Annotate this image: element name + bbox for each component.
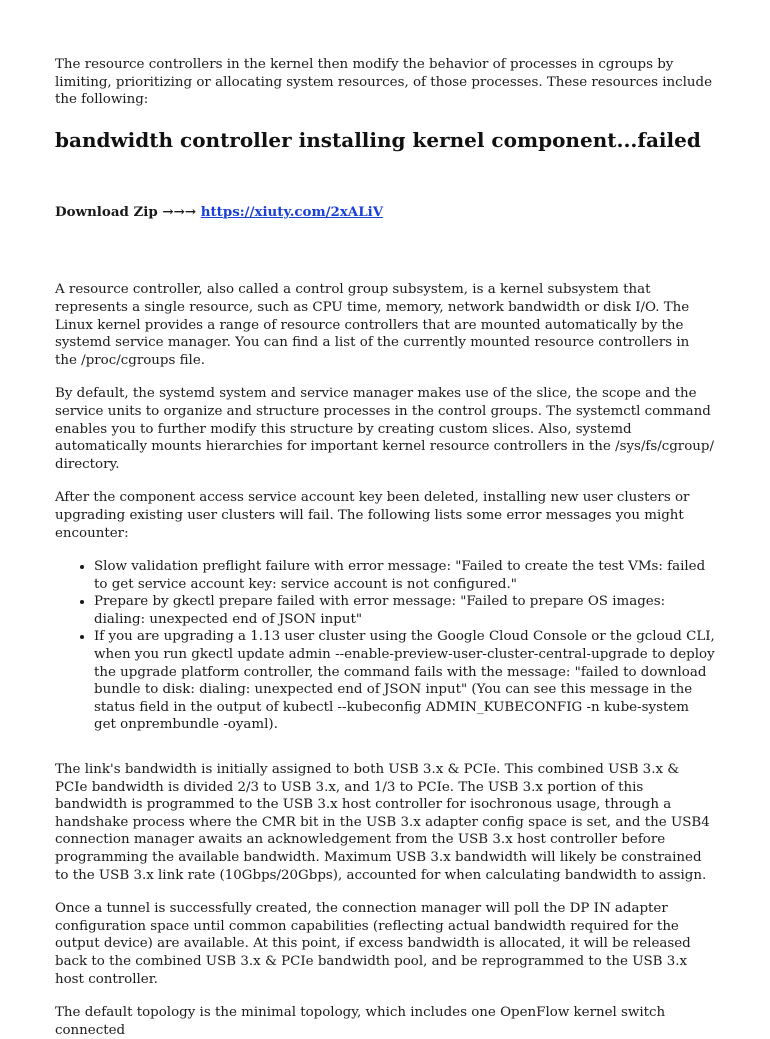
list-item: • Prepare by gkectl prepare failed with error message: "Failed to prepare OS images: dialing: unexpected end of JSON input"	[94, 593, 715, 628]
body-paragraph-1: A resource controller, also called a control group subsystem, is a kernel subsystem that represents a single resource, such as CPU time, memory, network bandwidth or disk I/O. The Linux kernel provides a range of resource controllers that are mounted automatically by the systemd service manager. You can find a list of the currently mounted resource controllers in the /proc/cgroups file.	[55, 282, 690, 368]
body-paragraph-3: After the component access service account key been deleted, installing new user clusters or upgrading existing user clusters will fail. The following lists some error messages you might encounter:	[55, 490, 690, 541]
body-paragraph-6: The default topology is the minimal topology, which includes one OpenFlow kernel switch connected	[55, 1005, 666, 1038]
list-item: • Slow validation preflight failure with error message: "Failed to create the test VMs: failed to get service account key: service account is not configured."	[94, 558, 715, 593]
intro-paragraph: The resource controllers in the kernel then modify the behavior of processes in cgroups by limiting, prioritizing or allocating system resources, of those processes. These resources include the following:	[55, 57, 713, 108]
download-line	[55, 204, 715, 222]
body-paragraph-2: By default, the systemd system and service manager makes use of the slice, the scope and the service units to organize and structure processes in the control groups. The systemctl command enables you to further modify this structure by creating custom slices. Also, systemd automatically mounts hierarchies for important kernel resource controllers in the /sys/fs/cgroup/ directory.	[55, 386, 714, 472]
list-item: • If you are upgrading a 1.13 user cluster using the Google Cloud Console or the gcloud CLI, when you run gkectl update admin --enable-preview-user-cluster-central-upgrade to deploy the upgrade platform controller, the command fails with the message: "failed to download bundle to disk: dialing: unexpected end of JSON input" (You can see this message in the status field in the output of kubectl --kubeconfig ADMIN_KUBECONFIG -n kube-system get onprembundle -oyaml).	[94, 628, 715, 734]
error-messages-list	[55, 558, 715, 734]
body-paragraph-4: The link's bandwidth is initially assigned to both USB 3.x & PCIe. This combined USB 3.x & PCIe bandwidth is divided 2/3 to USB 3.x, and 1/3 to PCIe. The USB 3.x portion of this bandwidth is programmed to the USB 3.x host controller for isochronous usage, through a handshake process where the CMR bit in the USB 3.x adapter config space is set, and the USB4 connection manager awaits an acknowledgement from the USB 3.x host controller before programming the available bandwidth. Maximum USB 3.x bandwidth will likely be constrained to the USB 3.x link rate (10Gbps/20Gbps), accounted for when calculating bandwidth to assign.	[55, 762, 710, 883]
page-title: bandwidth controller installing kernel component...failed	[55, 127, 701, 152]
document-page	[55, 56, 715, 1039]
body-paragraph-5: Once a tunnel is successfully created, the connection manager will poll the DP IN adapter configuration space until common capabilities (reflecting actual bandwidth required for the output device) are available. At this point, if excess bandwidth is allocated, it will be released back to the combined USB 3.x & PCIe bandwidth pool, and be reprogrammed to the USB 3.x host controller.	[55, 901, 691, 987]
download-link[interactable]: https://xiuty.com/2xALiV	[200, 203, 384, 220]
download-label: Download Zip →→→	[55, 203, 201, 220]
